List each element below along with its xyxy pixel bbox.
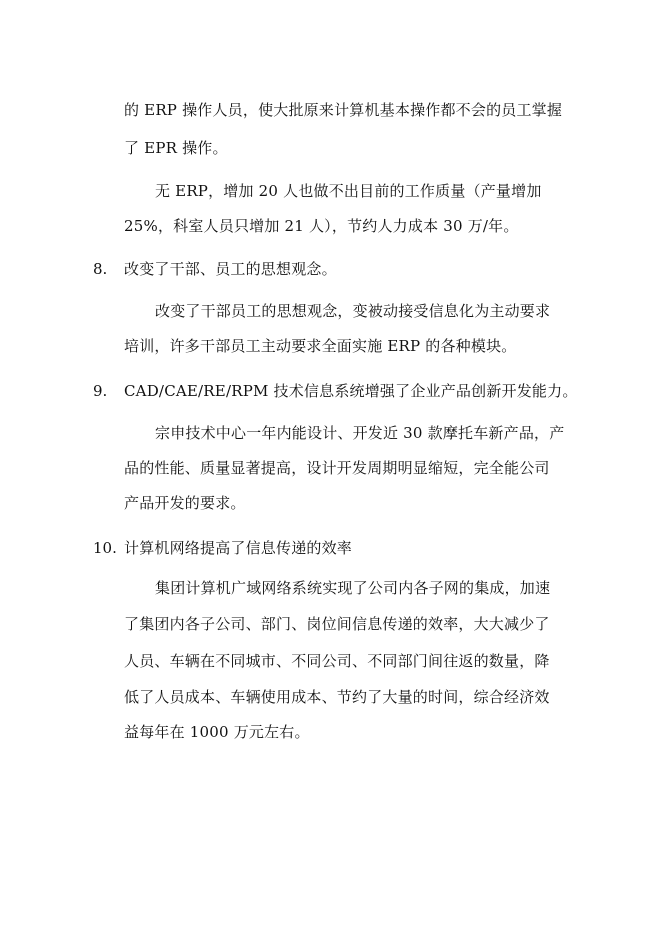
item-10-line-2: 了集团内各子公司、部门、岗位间信息传递的效率，大大减少了 — [124, 615, 550, 633]
no-erp-line-1: 无 ERP，增加 20 人也做不出目前的工作质量（产量增加 — [155, 182, 542, 200]
item-9-line-3: 产品开发的要求。 — [124, 494, 246, 512]
item-8-number: 8. — [93, 260, 108, 278]
item-10-line-3: 人员、车辆在不同城市、不同公司、不同部门间往返的数量，降 — [124, 652, 550, 670]
intro-line-1: 的 ERP 操作人员，使大批原来计算机基本操作都不会的员工掌握 — [124, 101, 563, 119]
item-9-number: 9. — [93, 382, 108, 400]
item-10-number: 10. — [93, 539, 117, 557]
item-9-line-2: 品的性能、质量显著提高，设计开发周期明显缩短，完全能公司 — [124, 459, 550, 477]
intro-line-2: 了 EPR 操作。 — [124, 139, 228, 157]
item-10-line-4: 低了人员成本、车辆使用成本、节约了大量的时间，综合经济效 — [124, 688, 550, 706]
item-9-line-1: 宗申技术中心一年内能设计、开发近 30 款摩托车新产品，产 — [155, 424, 565, 442]
item-8-heading: 改变了干部、员工的思想观念。 — [124, 260, 337, 278]
item-10-heading: 计算机网络提高了信息传递的效率 — [124, 539, 353, 557]
item-10-line-1: 集团计算机广域网络系统实现了公司内各子网的集成，加速 — [155, 579, 551, 597]
item-10-line-5: 益每年在 1000 万元左右。 — [124, 723, 310, 741]
item-8-line-2: 培训，许多干部员工主动要求全面实施 ERP 的各种模块。 — [124, 337, 517, 355]
item-9-heading: CAD/CAE/RE/RPM 技术信息系统增强了企业产品创新开发能力。 — [124, 382, 578, 400]
item-8-line-1: 改变了干部员工的思想观念，变被动接受信息化为主动要求 — [155, 302, 551, 320]
no-erp-line-2: 25%，科室人员只增加 21 人），节约人力成本 30 万/年。 — [124, 217, 519, 235]
